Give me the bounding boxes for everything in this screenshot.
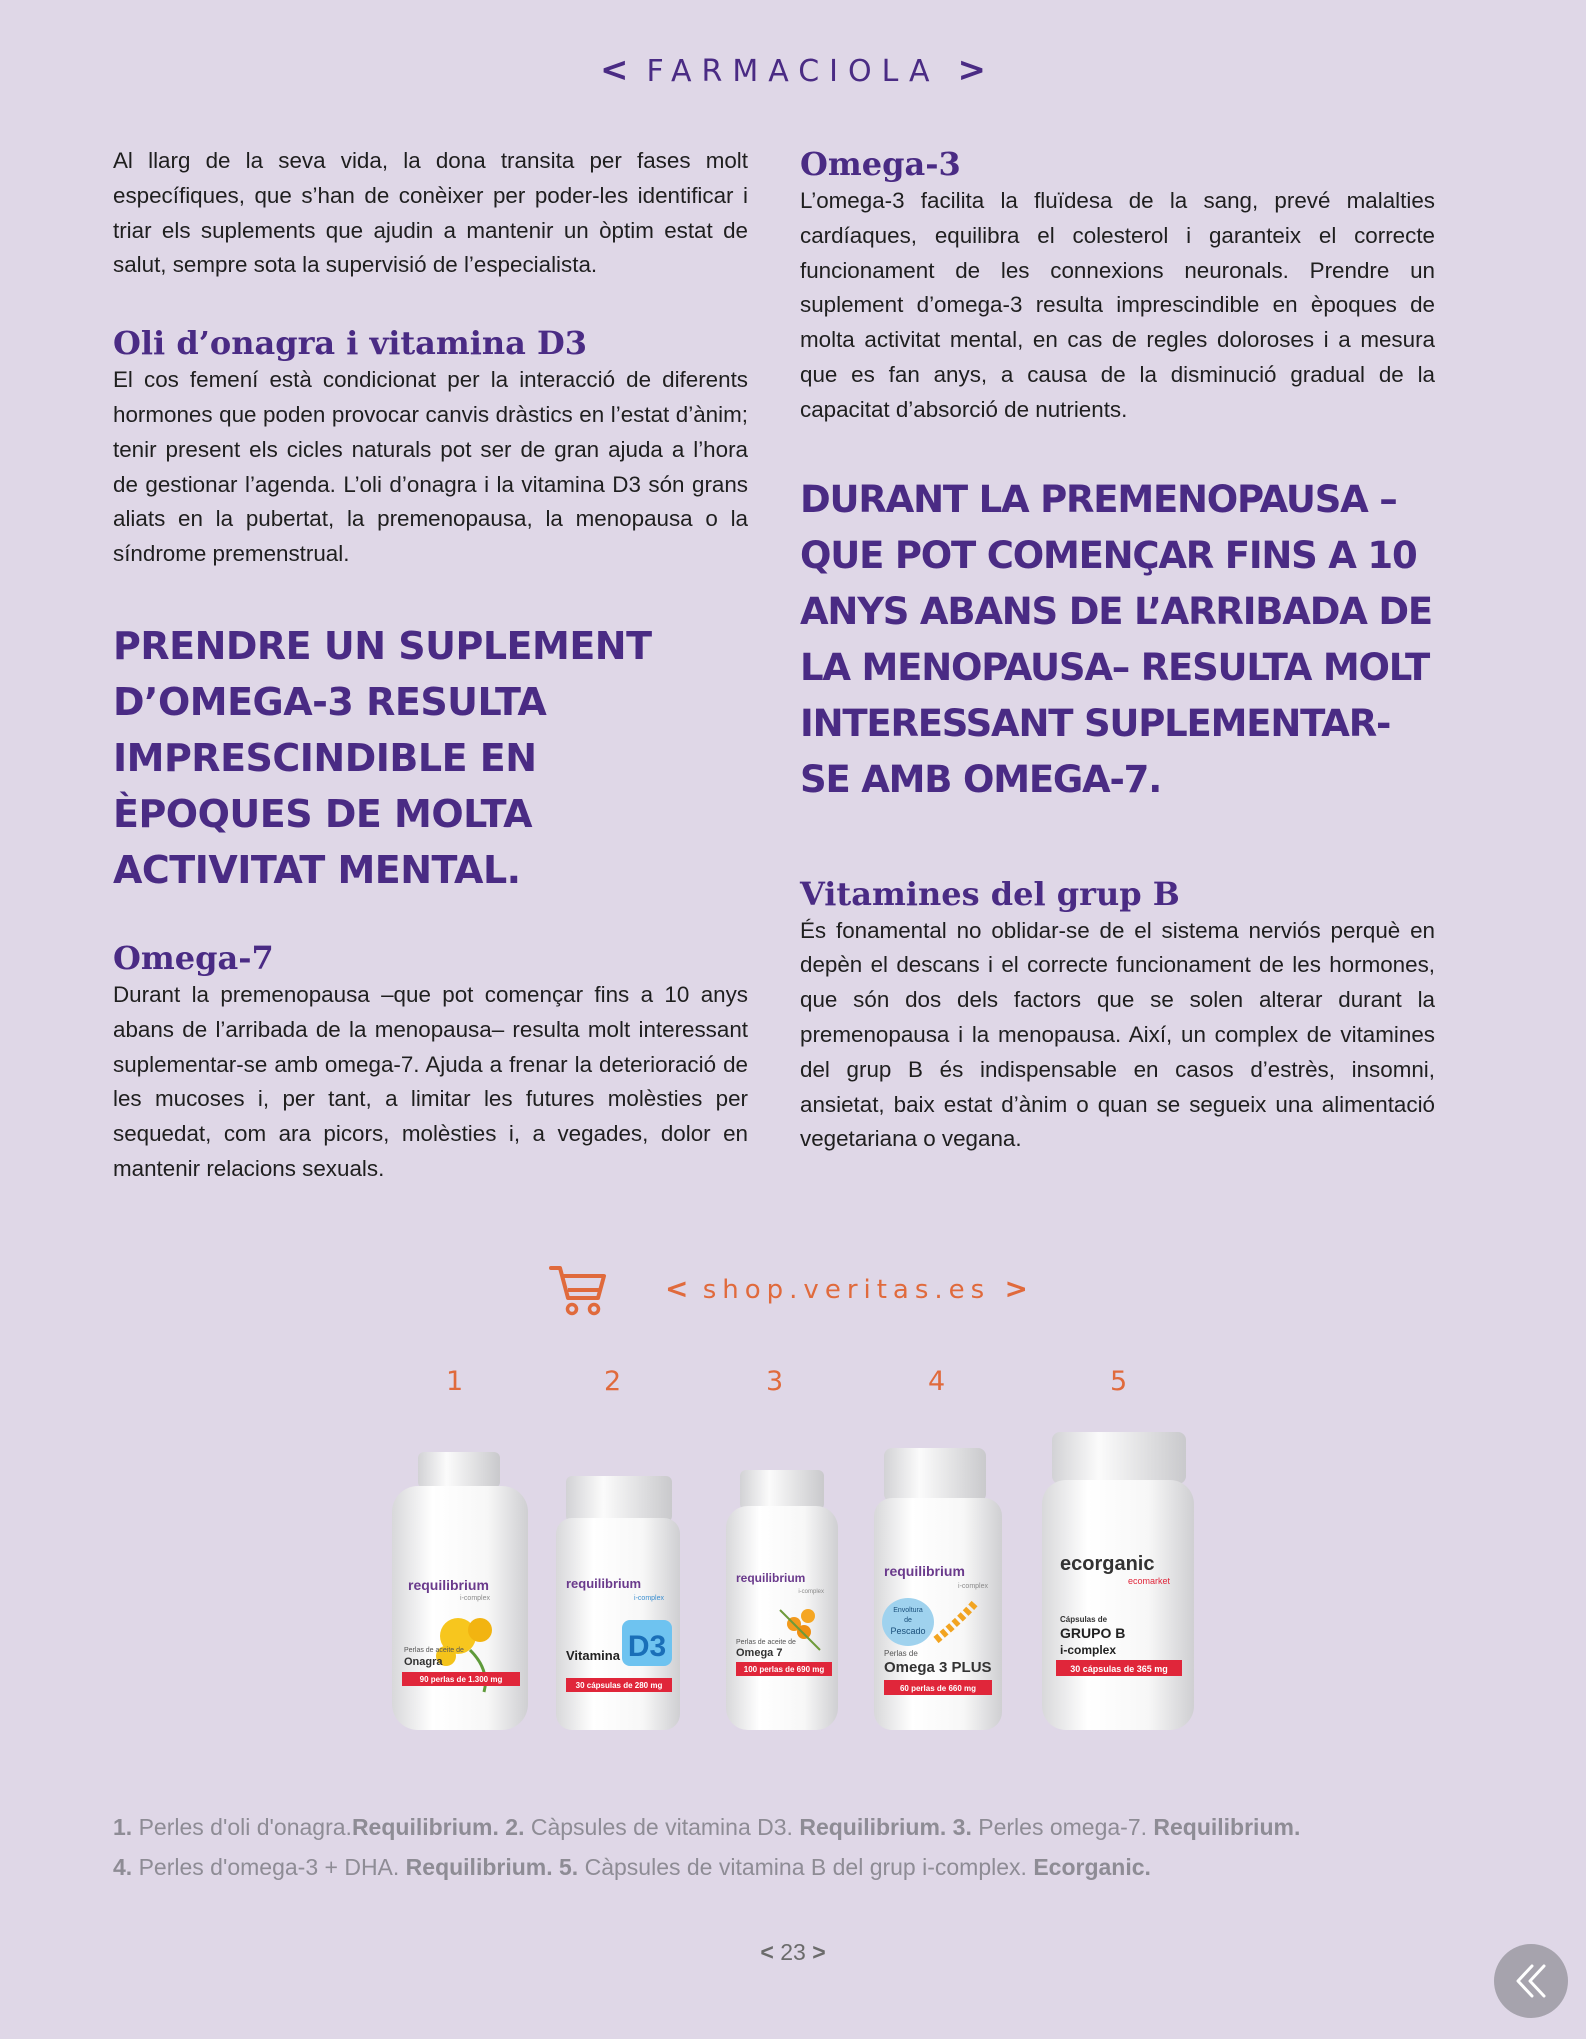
chevron-right-icon: > — [957, 50, 987, 90]
product-number: 2 — [604, 1366, 622, 1397]
shopping-cart-icon[interactable] — [548, 1262, 608, 1318]
intro-paragraph: Al llarg de la seva vida, la dona transita per fases molt específiques, que s’han de conèixer per poder-les identificar i triar els suplements que ajudin a mantenir un òptim estat de salut, sempre sota la supervisió de l’especialista. — [113, 148, 748, 278]
chevron-right-icon: > — [1004, 1272, 1028, 1305]
svg-text:Vitamina: Vitamina — [566, 1648, 620, 1663]
product-captions — [113, 1807, 1493, 1887]
svg-text:Perlas de: Perlas de — [884, 1649, 918, 1658]
product-number: 1 — [446, 1366, 464, 1397]
caption-line-1: 1. Perles d'oli d'onagra.Requilibrium. 2. Càpsules de vitamina D3. Requilibrium. 3. Perles omega-7. Requilibrium. — [113, 1814, 1301, 1840]
product-3-brand: requilibrium — [736, 1571, 806, 1585]
svg-text:Omega 7: Omega 7 — [736, 1647, 783, 1659]
svg-text:30 cápsulas de 280 mg: 30 cápsulas de 280 mg — [575, 1681, 663, 1690]
svg-text:i-complex: i-complex — [460, 1595, 490, 1602]
chevron-left-icon: < — [599, 50, 629, 90]
svg-text:30 cápsulas de 365 mg: 30 cápsulas de 365 mg — [1070, 1664, 1168, 1674]
left-column — [113, 144, 748, 1187]
svg-text:de: de — [904, 1617, 912, 1624]
product-5-brand: ecorganic — [1060, 1553, 1155, 1575]
svg-text:Envoltura: Envoltura — [893, 1607, 923, 1614]
caption-line-2: 4. Perles d'omega-3 + DHA. Requilibrium. 5. Càpsules de vitamina B del grup i-complex. Ecorganic. — [113, 1854, 1151, 1880]
svg-text:60 perlas de 660 mg: 60 perlas de 660 mg — [899, 1684, 977, 1693]
paragraph-omega-7: Durant la premenopausa –que pot començar fins a 10 anys abans de l’arribada de la menopausa– resulta molt interessant suplementar-se amb omega-7. Ajuda a frenar la deterioració de les mucoses i, per tant, a limitar les futures molèsties per sequedat, com ara picors, molèsties i, a vegades, dolor en mantenir relacions sexuals. — [113, 981, 748, 1181]
product-2-bottle[interactable] — [556, 1476, 680, 1730]
svg-text:ecomarket: ecomarket — [1127, 1576, 1170, 1586]
heading-vitamines-grup-b: Vitamines del grup B — [800, 874, 1180, 913]
svg-text:Cápsulas de: Cápsulas de — [1060, 1615, 1108, 1624]
shop-link[interactable] — [665, 1272, 1028, 1305]
shop-url[interactable]: shop.veritas.es — [702, 1275, 991, 1305]
chevron-left-icon: < — [665, 1272, 689, 1305]
svg-text:GRUPO B: GRUPO B — [1060, 1625, 1126, 1641]
product-number: 4 — [928, 1366, 946, 1397]
svg-text:i-complex: i-complex — [634, 1595, 664, 1602]
heading-omega-7: Omega-7 — [113, 938, 274, 977]
svg-text:D3: D3 — [627, 1630, 667, 1663]
chevron-left-icon: < — [760, 1939, 774, 1965]
svg-text:100 perlas de 690 mg: 100 perlas de 690 mg — [743, 1665, 825, 1674]
section-title: FARMACIOLA — [646, 54, 940, 89]
svg-text:90 perlas de 1.300 mg: 90 perlas de 1.300 mg — [419, 1675, 503, 1684]
product-bottles — [380, 1420, 1220, 1740]
svg-text:Perlas de aceite de: Perlas de aceite de — [736, 1639, 796, 1646]
product-4-brand: requilibrium — [884, 1563, 965, 1579]
product-4-bottle[interactable] — [874, 1448, 1002, 1730]
svg-text:i-complex: i-complex — [958, 1583, 988, 1590]
chevron-right-icon: > — [812, 1939, 826, 1965]
product-1-bottle[interactable] — [392, 1452, 528, 1730]
product-1-brand: requilibrium — [408, 1577, 489, 1593]
section-header — [0, 50, 1586, 90]
product-2-brand: requilibrium — [566, 1576, 642, 1591]
back-button[interactable] — [1494, 1944, 1568, 2018]
paragraph-vitamines-grup-b: És fonamental no oblidar-se de el sistema nerviós perquè en depèn el descans i el correcte funcionament de les hormones, que són dos dels factors que se solen alterar durant la premenopausa i la menopausa. Així, un complex de vitamines del grup B és indispensable en casos d’estrès, insomni, ansietat, baix estat d’ànim o quan se segueix una alimentació vegetariana o vegana. — [800, 917, 1435, 1152]
svg-text:i-complex: i-complex — [798, 1589, 824, 1595]
product-number: 5 — [1110, 1366, 1128, 1397]
svg-text:Pescado: Pescado — [890, 1626, 926, 1636]
product-number: 3 — [766, 1366, 784, 1397]
svg-text:Onagra: Onagra — [404, 1656, 443, 1668]
page-number-value: 23 — [780, 1939, 806, 1965]
shop-row — [0, 1262, 1586, 1322]
product-3-bottle[interactable] — [726, 1470, 838, 1730]
heading-oli-onagra: Oli d’onagra i vitamina D3 — [113, 324, 588, 363]
paragraph-oli-onagra: El cos femení està condicionat per la interacció de diferents hormones que poden provocar canvis dràstics en l’estat d’ànim; tenir present els cicles naturals pot ser de gran ajuda a l’hora de gestionar l’agenda. L’oli d’onagra i la vitamina D3 són grans aliats en la pubertat, la premenopausa, la menopausa o la síndrome premenstrual. — [113, 367, 748, 567]
product-5-bottle[interactable] — [1042, 1432, 1194, 1730]
right-column — [800, 144, 1435, 1157]
paragraph-omega-3: L’omega-3 facilita la fluïdesa de la sang, prevé malalties cardíaques, equilibra el colesterol i garanteix el correcte funcionament de les connexions neuronals. Prendre un suplement d’omega-3 resulta imprescindible en èpoques de molta activitat mental, en cas de regles doloroses i a mesura que es fan anys, a causa de la disminució gradual de la capacitat d’absorció de nutrients. — [800, 188, 1435, 422]
svg-text:Perlas de aceite de: Perlas de aceite de — [404, 1647, 464, 1654]
pull-quote-left: PRENDRE UN SUPLEMENT D’OMEGA-3 RESULTA IMPRESCINDIBLE EN ÈPOQUES DE MOLTA ACTIVITAT MENTAL. — [113, 623, 652, 892]
pull-quote-right: DURANT LA PREMENOPAUSA –QUE POT COMENÇAR FINS A 10 ANYS ABANS DE L’ARRIBADA DE LA MENOPAUSA– RESULTA MOLT INTERESSANT SUPLEMENTAR-SE AMB OMEGA-7. — [800, 477, 1432, 801]
double-chevron-left-icon — [1494, 1944, 1568, 2018]
svg-text:i-complex: i-complex — [1060, 1643, 1117, 1657]
heading-omega-3: Omega-3 — [800, 145, 961, 183]
page-number — [0, 1939, 1586, 1966]
svg-text:Omega 3 PLUS: Omega 3 PLUS — [884, 1659, 992, 1676]
